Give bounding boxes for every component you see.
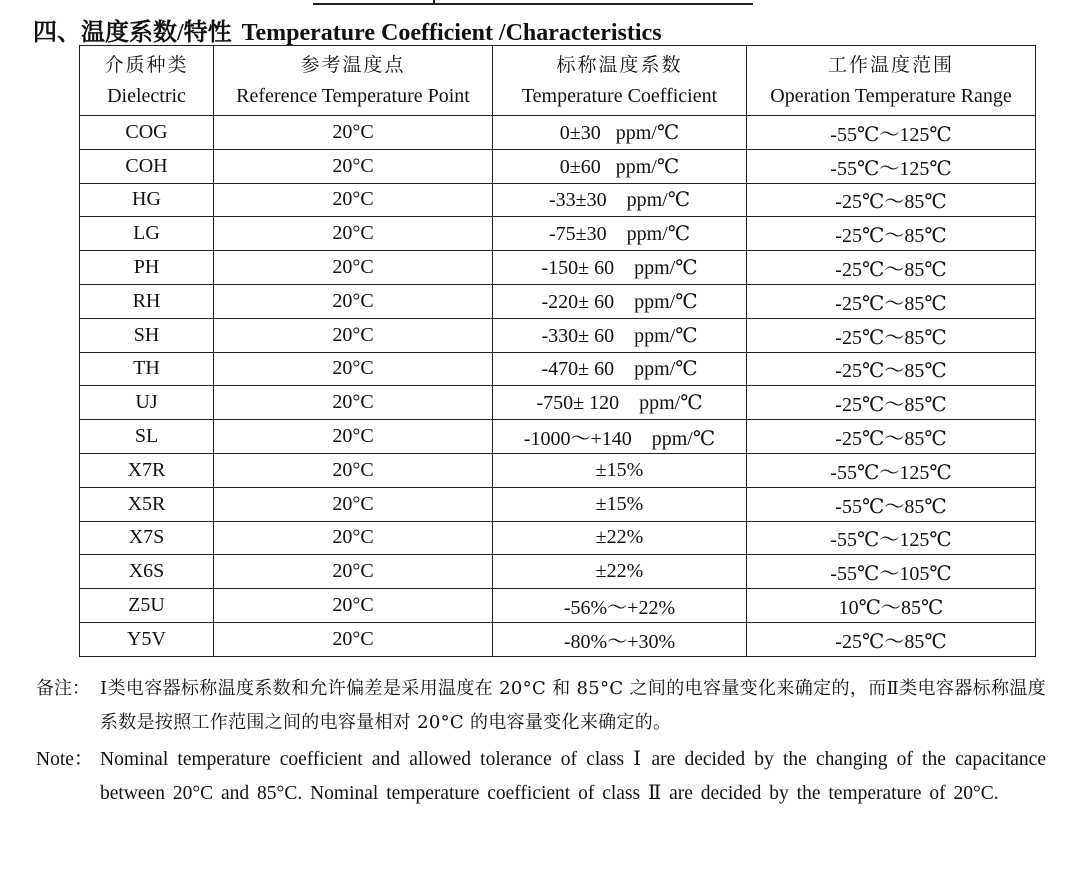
table-row [80,386,1036,420]
cell-reference-temperature: 20°C [214,116,493,150]
header-operation-range-en: Operation Temperature Range [770,85,1012,107]
cell-dielectric: SH [80,318,214,352]
table-header-row [80,46,1036,116]
cell-operation-range: -55℃～105℃ [747,555,1036,589]
cell-dielectric: X6S [80,555,214,589]
table-row [80,555,1036,589]
cell-operation-range: -55℃～85℃ [747,487,1036,521]
cell-reference-temperature: 20°C [214,251,493,285]
cell-reference-temperature: 20°C [214,555,493,589]
header-temperature-coefficient [493,46,747,116]
cell-operation-range: 10℃～85℃ [747,589,1036,623]
notes-section [36,672,1046,811]
table-row [80,217,1036,251]
cell-reference-temperature: 20°C [214,386,493,420]
table-row [80,453,1036,487]
header-dielectric-en: Dielectric [107,85,186,107]
cell-operation-range: -25℃～85℃ [747,318,1036,352]
cell-reference-temperature: 20°C [214,487,493,521]
cell-operation-range: -25℃～85℃ [747,251,1036,285]
cell-operation-range: -25℃～85℃ [747,420,1036,454]
cell-operation-range: -55℃～125℃ [747,453,1036,487]
cell-dielectric: X7R [80,453,214,487]
cell-reference-temperature: 20°C [214,217,493,251]
cell-reference-temperature: 20°C [214,589,493,623]
section-title-cn: 四、温度系数/特性 [33,20,232,46]
cell-temperature-coefficient: -330± 60 ppm/℃ [493,318,747,352]
cell-reference-temperature: 20°C [214,521,493,555]
cell-reference-temperature: 20°C [214,149,493,183]
cell-reference-temperature: 20°C [214,284,493,318]
table-row [80,521,1036,555]
cell-dielectric: Z5U [80,589,214,623]
table-row [80,284,1036,318]
cell-dielectric: UJ [80,386,214,420]
cell-dielectric: X5R [80,487,214,521]
table-row [80,420,1036,454]
cell-reference-temperature: 20°C [214,453,493,487]
cell-dielectric: X7S [80,521,214,555]
section-title-en: Temperature Coefficient /Characteristics [241,20,662,46]
header-reference-temperature-en: Reference Temperature Point [236,85,470,107]
cell-temperature-coefficient: ±15% [493,487,747,521]
note-chinese [36,672,1046,740]
cell-operation-range: -55℃～125℃ [747,521,1036,555]
table-row [80,149,1036,183]
cell-dielectric: COG [80,116,214,150]
cell-operation-range: -25℃～85℃ [747,284,1036,318]
cell-reference-temperature: 20°C [214,352,493,386]
header-dielectric [80,46,214,116]
temperature-coefficient-table [79,45,1036,657]
table-row [80,589,1036,623]
cell-operation-range: -25℃～85℃ [747,622,1036,656]
note-english [36,743,1046,811]
cell-dielectric: HG [80,183,214,217]
header-reference-temperature [214,46,493,116]
table-row [80,318,1036,352]
table-row [80,183,1036,217]
note-chinese-label: 备注： [36,678,90,699]
cell-dielectric: COH [80,149,214,183]
cell-operation-range: -25℃～85℃ [747,183,1036,217]
cell-dielectric: Y5V [80,622,214,656]
cell-temperature-coefficient: -1000～+140 ppm/℃ [493,420,747,454]
cell-temperature-coefficient: -150± 60 ppm/℃ [493,251,747,285]
cell-temperature-coefficient: -470± 60 ppm/℃ [493,352,747,386]
cell-temperature-coefficient: -33±30 ppm/℃ [493,183,747,217]
header-operation-range [747,46,1036,116]
header-dielectric-cn: 介质种类 [104,54,189,76]
cell-temperature-coefficient: -56%～+22% [493,589,747,623]
header-temperature-coefficient-cn: 标称温度系数 [556,54,683,76]
header-operation-range-cn: 工作温度范围 [827,54,954,76]
cell-temperature-coefficient: -75±30 ppm/℃ [493,217,747,251]
cell-temperature-coefficient: -220± 60 ppm/℃ [493,284,747,318]
cell-dielectric: RH [80,284,214,318]
cell-operation-range: -55℃～125℃ [747,116,1036,150]
cell-reference-temperature: 20°C [214,183,493,217]
cell-reference-temperature: 20°C [214,622,493,656]
cell-temperature-coefficient: ±15% [493,453,747,487]
cell-operation-range: -25℃～85℃ [747,386,1036,420]
cell-reference-temperature: 20°C [214,420,493,454]
table-row [80,487,1036,521]
cell-temperature-coefficient: ±22% [493,521,747,555]
cell-reference-temperature: 20°C [214,318,493,352]
cell-dielectric: LG [80,217,214,251]
cell-operation-range: -55℃～125℃ [747,149,1036,183]
cell-operation-range: -25℃～85℃ [747,217,1036,251]
note-english-label: Note： [36,749,94,770]
cell-dielectric: PH [80,251,214,285]
table-row [80,622,1036,656]
cell-dielectric: SL [80,420,214,454]
cell-dielectric: TH [80,352,214,386]
header-temperature-coefficient-en: Temperature Coefficient [521,85,718,107]
note-english-text: Nominal temperature coefficient and allowed tolerance of class Ⅰ are decided by the changing of the capacitance between 20°C and 85°C. Nominal temperature coefficient of class Ⅱ are decided by the temperature of 20°C. [100,749,1046,804]
cell-temperature-coefficient: -750± 120 ppm/℃ [493,386,747,420]
section-title [33,12,662,47]
table-row [80,251,1036,285]
cell-temperature-coefficient: 0±60 ppm/℃ [493,149,747,183]
cell-operation-range: -25℃～85℃ [747,352,1036,386]
table-row [80,352,1036,386]
header-reference-temperature-cn: 参考温度点 [300,54,406,76]
note-chinese-text: Ⅰ类电容器标称温度系数和允许偏差是采用温度在 20°C 和 85°C 之间的电容量变化来确定的，而Ⅱ类电容器标称温度系数是按照工作范围之间的电容量相对 20°C 的电容量变化来确定的。 [100,678,1046,733]
cell-temperature-coefficient: ±22% [493,555,747,589]
table-row [80,116,1036,150]
cell-temperature-coefficient: 0±30 ppm/℃ [493,116,747,150]
top-border-fragment [313,0,753,5]
cell-temperature-coefficient: -80%～+30% [493,622,747,656]
